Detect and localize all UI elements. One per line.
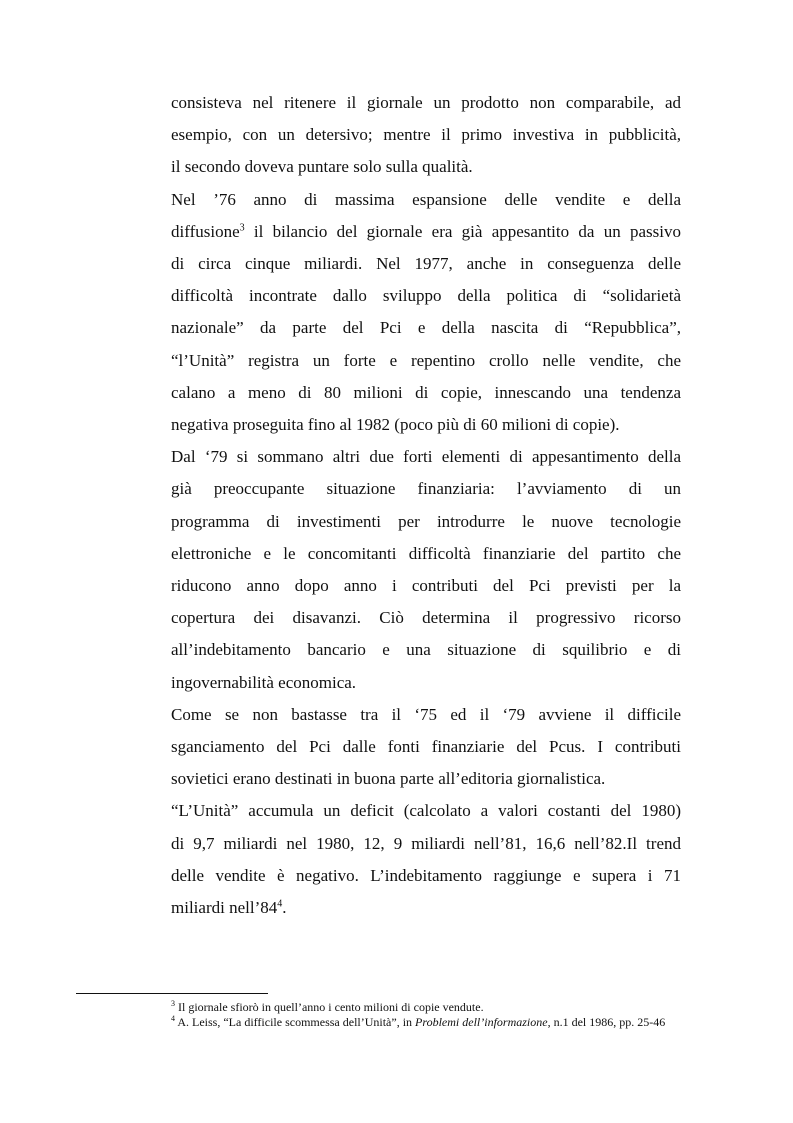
p5-line-4a: miliardi nell’84 <box>171 898 278 918</box>
footnote-3-text: Il giornale sfiorò in quell’anno i cento milioni di copie vendute. <box>175 1000 484 1014</box>
footnote-4-post: , n.1 del 1986, pp. 25-46 <box>547 1015 666 1029</box>
footnote-ref-4: 4 <box>277 898 283 910</box>
p5-line-1: “L’Unità” accumula un deficit (calcolato a valori costanti del 1980) <box>171 801 681 821</box>
footnote-4-italic-title: Problemi dell’informazione <box>415 1015 548 1029</box>
p2-line-4: difficoltà incontrate dallo sviluppo della politica di “solidarietà <box>171 286 681 306</box>
p3-line-7: all’indebitamento bancario e una situazione di squilibrio e di <box>171 640 681 660</box>
p2-line-3: di circa cinque miliardi. Nel 1977, anche in conseguenza delle <box>171 254 681 274</box>
paragraph-4 <box>171 699 681 796</box>
paragraph-1 <box>171 87 681 184</box>
footnote-4-number: 4 <box>171 1014 175 1023</box>
p3-line-5: riducono anno dopo anno i contributi del Pci previsti per la <box>171 576 681 596</box>
p1-line-1: consisteva nel ritenere il giornale un prodotto non comparabile, ad <box>171 93 681 112</box>
footnote-3-number: 3 <box>171 999 175 1008</box>
p5-line-4b: . <box>282 898 287 918</box>
p4-line-2: sganciamento del Pci dalle fonti finanziarie del Pcus. I contributi <box>171 737 681 757</box>
p2-line-2a: diffusione <box>171 221 240 241</box>
footnote-4-pre: A. Leiss, “La difficile scommessa dell’Unità”, in <box>175 1015 416 1029</box>
p2-line-8: negativa proseguita fino al 1982 (poco più di 60 milioni di copie). <box>171 415 620 435</box>
p3-line-2: già preoccupante situazione finanziaria: l’avviamento di un <box>171 479 681 499</box>
paragraph-2 <box>171 184 681 442</box>
footnote-3 <box>171 1000 681 1015</box>
footnote-divider <box>76 993 268 994</box>
body-text <box>171 87 681 924</box>
p3-line-3: programma di investimenti per introdurre le nuove tecnologie <box>171 511 681 531</box>
p2-line-6: “l’Unità” registra un forte e repentino crollo nelle vendite, che <box>171 350 681 370</box>
paragraph-3 <box>171 441 681 699</box>
p3-line-1: Dal ‘79 si sommano altri due forti elementi di appesantimento della <box>171 447 681 467</box>
p1-line-2: esempio, con un detersivo; mentre il primo investiva in pubblicità, <box>171 125 681 145</box>
p3-line-6: copertura dei disavanzi. Ciò determina il progressivo ricorso <box>171 608 681 628</box>
footnotes <box>171 1000 681 1030</box>
p5-line-3: delle vendite è negativo. L’indebitamento raggiunge e supera i 71 <box>171 865 681 885</box>
p1-line-3: il secondo doveva puntare solo sulla qualità. <box>171 157 473 177</box>
p2-line-2b: il bilancio del giornale era già appesantito da un passivo <box>244 221 681 241</box>
p5-line-2: di 9,7 miliardi nel 1980, 12, 9 miliardi nell’81, 16,6 nell’82.Il trend <box>171 833 681 853</box>
p3-line-8: ingovernabilità economica. <box>171 672 357 692</box>
paragraph-5 <box>171 795 681 924</box>
p5-line-4 <box>171 892 681 924</box>
p2-line-5: nazionale” da parte del Pci e della nascita di “Repubblica”, <box>171 318 681 338</box>
footnote-4 <box>171 1015 681 1030</box>
p2-line-2 <box>171 216 681 248</box>
p2-line-7: calano a meno di 80 milioni di copie, innescando una tendenza <box>171 382 681 402</box>
footnote-ref-3: 3 <box>239 222 245 234</box>
p4-line-1: Come se non bastasse tra il ‘75 ed il ‘79 avviene il difficile <box>171 704 681 724</box>
p4-line-3: sovietici erano destinati in buona parte all’editoria giornalistica. <box>171 769 606 789</box>
p2-line-1: Nel ’76 anno di massima espansione delle vendite e della <box>171 189 681 209</box>
p3-line-4: elettroniche e le concomitanti difficoltà finanziarie del partito che <box>171 543 681 563</box>
